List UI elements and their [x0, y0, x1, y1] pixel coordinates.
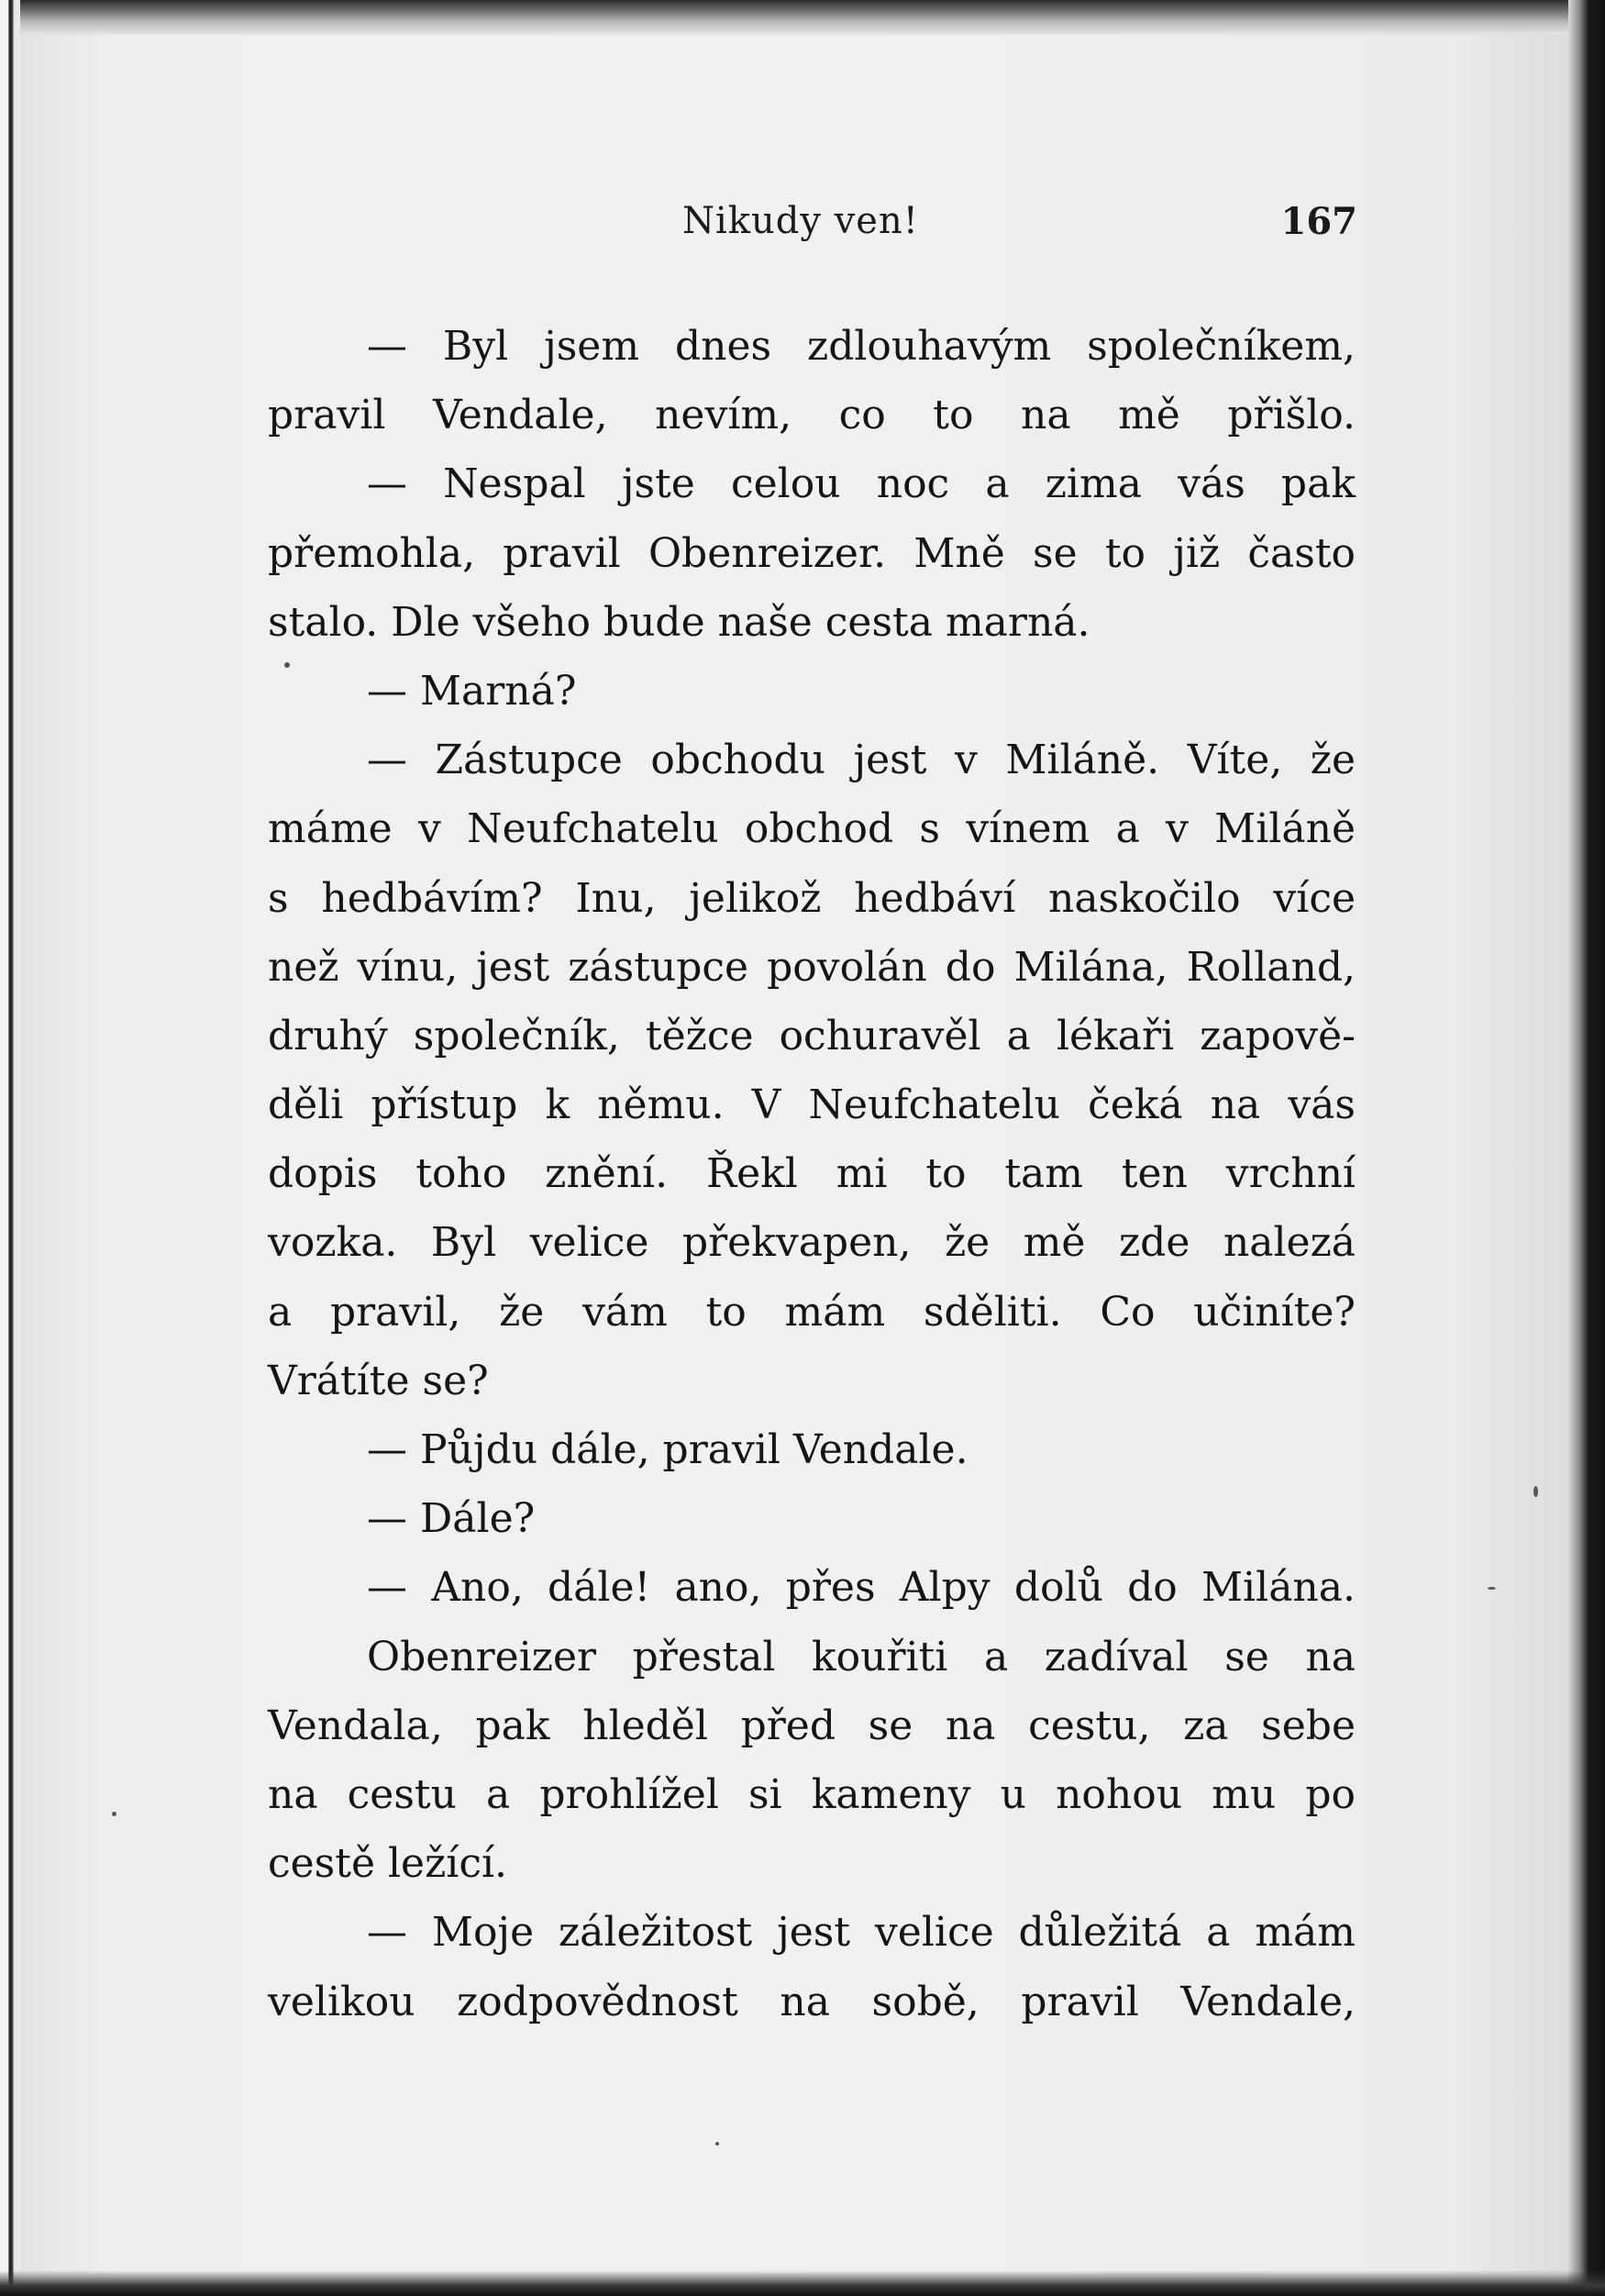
text-line: pravil Vendale, nevím, co to na mě přišlo.: [268, 392, 1356, 439]
scan-edge-right: [1568, 0, 1605, 2296]
text-line: dopis toho znění. Řekl mi to tam ten vrchní: [268, 1150, 1356, 1198]
text-line: — Marná?: [367, 667, 577, 715]
text-line: cestě ležící.: [268, 1840, 508, 1888]
text-line: druhý společník, těžce ochuravěl a lékaři zapově-: [268, 1012, 1356, 1059]
page-number: 167: [1280, 200, 1357, 243]
scan-edge-top: [0, 0, 1605, 37]
text-line: — Půjdu dále, pravil Vendale.: [367, 1426, 969, 1473]
text-line: vozka. Byl velice překvapen, že mě zde nalezá: [268, 1219, 1356, 1267]
scan-edge-left: [0, 0, 20, 2296]
text-line: — Zástupce obchodu jest v Miláně. Víte, že: [367, 737, 1356, 784]
text-line: máme v Neufchatelu obchod s vínem a v Miláně: [268, 805, 1356, 853]
text-line: — Moje záležitost jest velice důležitá a mám: [367, 1909, 1356, 1957]
running-head: Nikudy ven!: [682, 200, 919, 242]
text-line: Vendala, pak hleděl před se na cestu, za sebe: [268, 1702, 1356, 1749]
dust-speck: [1533, 1486, 1538, 1497]
text-line: velikou zodpovědnost na sobě, pravil Vendale,: [268, 1978, 1356, 2025]
text-line: — Ano, dále! ano, přes Alpy dolů do Milána.: [367, 1564, 1356, 1612]
dust-speck: [715, 2142, 719, 2146]
text-line: Vrátíte se?: [268, 1357, 489, 1404]
page-header: [266, 193, 1357, 248]
dust-speck: [112, 1812, 116, 1816]
dust-speck: [1488, 1587, 1496, 1590]
text-line: stalo. Dle všeho bude naše cesta marná.: [268, 598, 1090, 646]
text-line: na cestu a prohlížel si kameny u nohou mu po: [268, 1770, 1356, 1818]
text-line: — Dále?: [367, 1495, 536, 1543]
text-line: a pravil, že vám to mám sděliti. Co učiníte?: [268, 1288, 1356, 1336]
text-line: — Nespal jste celou noc a zima vás pak: [367, 460, 1356, 508]
text-line: Obenreizer přestal kouřiti a zadíval se na: [367, 1633, 1356, 1680]
scan-edge-bottom: [0, 2270, 1605, 2296]
body-text: [268, 312, 1356, 2036]
text-line: děli přístup k němu. V Neufchatelu čeká na vás: [268, 1081, 1356, 1129]
text-line: přemohla, pravil Obenreizer. Mně se to již často: [268, 529, 1356, 577]
text-line: než vínu, jest zástupce povolán do Milána, Rolland,: [268, 943, 1356, 991]
text-line: — Byl jsem dnes zdlouhavým společníkem,: [367, 323, 1356, 370]
text-line: s hedbávím? Inu, jelikož hedbáví naskočilo více: [268, 874, 1356, 922]
